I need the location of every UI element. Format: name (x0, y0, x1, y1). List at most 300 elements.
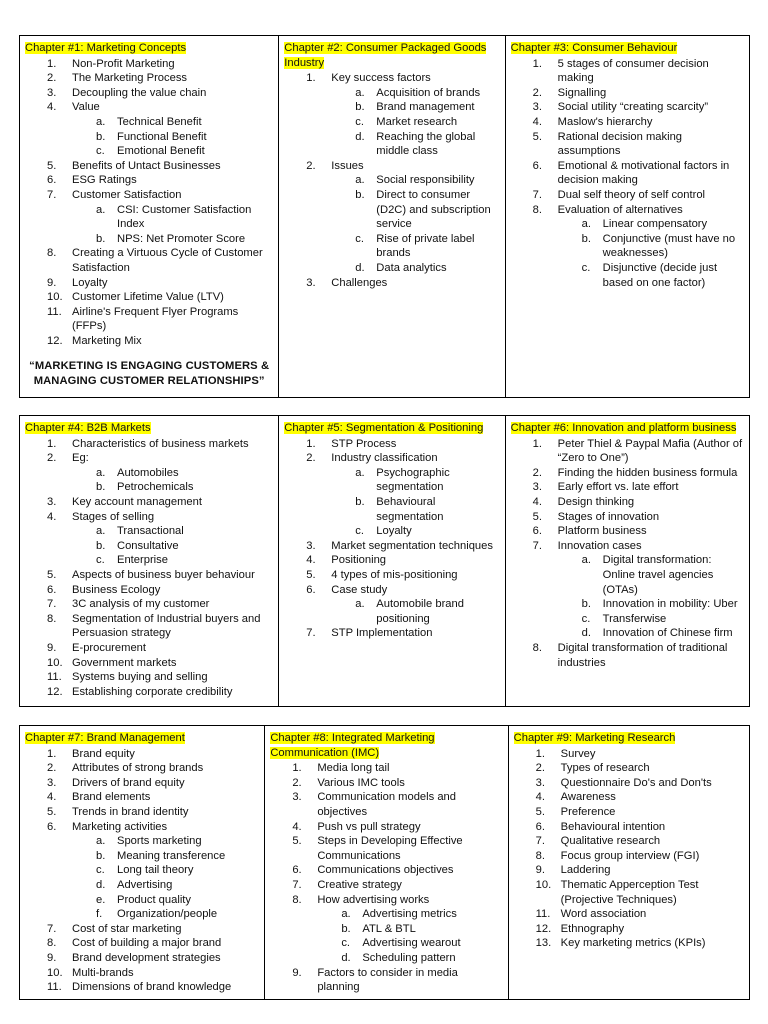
item-number: 10. (47, 966, 63, 979)
list-item (270, 863, 502, 878)
list-item (25, 776, 259, 791)
sub-item-text: Automobile brand positioning (376, 598, 464, 625)
list-item (25, 71, 273, 86)
list-item (511, 115, 744, 130)
item-number: 8. (47, 247, 57, 260)
sub-item-text: Disjunctive (decide just based on one factor) (602, 261, 718, 289)
sub-item-letter: a. (341, 908, 351, 921)
item-text: Communications objectives (317, 864, 454, 877)
sub-item-text: Market research (376, 115, 458, 128)
sub-item-text: Acquisition of brands (376, 86, 481, 99)
sub-item-text: Innovation in mobility: Uber (602, 598, 738, 611)
topic-list (511, 57, 744, 291)
sub-item-text: Digital transformation: Online travel agencies (OTAs) (602, 554, 714, 596)
list-item (25, 495, 273, 510)
item-text: Decoupling the value chain (72, 86, 207, 99)
chapter-title (25, 41, 273, 56)
item-number: 1. (47, 437, 57, 450)
list-item (25, 597, 273, 612)
chapter-cell (278, 36, 504, 397)
item-number: 12. (535, 922, 552, 935)
item-number: 3. (306, 539, 316, 552)
item-text: Case study (331, 583, 388, 596)
list-item (25, 761, 259, 776)
item-text: Key marketing metrics (KPIs) (560, 937, 706, 950)
list-item (25, 305, 273, 334)
item-text: Innovation cases (557, 539, 642, 552)
sub-item-text: Petrochemicals (117, 481, 194, 494)
list-item (25, 188, 273, 203)
sub-item-letter: a. (96, 466, 106, 479)
sub-item-text: ATL & BTL (362, 922, 416, 935)
item-number: 12. (47, 334, 63, 347)
sub-list-item (270, 907, 502, 922)
list-item (270, 790, 502, 819)
item-text: Evaluation of alternatives (557, 203, 683, 216)
chapter-title-text: Chapter #1: Marketing Concepts (25, 42, 187, 54)
list-item (270, 820, 502, 835)
item-number: 8. (292, 893, 302, 906)
list-item (25, 805, 259, 820)
sub-list-item (284, 261, 499, 276)
sub-item-text: Enterprise (117, 554, 168, 567)
sub-list-item (270, 922, 502, 937)
sub-list-item (25, 834, 259, 849)
list-item (511, 466, 744, 481)
list-item (284, 437, 499, 452)
item-number: 6. (535, 820, 545, 833)
item-number: 2. (47, 72, 57, 85)
sub-item-text: NPS: Net Promoter Score (117, 232, 246, 245)
sub-item-text: Advertising wearout (362, 937, 461, 950)
list-item (511, 100, 744, 115)
list-item (511, 510, 744, 525)
item-text: Positioning (331, 554, 387, 567)
item-number: 6. (306, 583, 316, 596)
list-item (25, 100, 273, 115)
item-text: Creative strategy (317, 878, 402, 891)
item-text: Focus group interview (FGI) (560, 849, 700, 862)
item-text: Systems buying and selling (72, 671, 208, 684)
item-number: 2. (47, 452, 57, 465)
item-text: Platform business (557, 525, 647, 538)
sub-item-letter: b. (581, 598, 591, 611)
topic-list (270, 761, 502, 995)
table-row-1 (19, 35, 750, 398)
item-number: 2. (535, 762, 545, 775)
item-text: Thematic Apperception Test (Projective Techniques) (560, 878, 699, 906)
item-number: 4. (532, 495, 542, 508)
chapter-title (284, 421, 499, 436)
item-text: Trends in brand identity (72, 805, 189, 818)
item-text: Multi-brands (72, 966, 134, 979)
sub-item-letter: d. (355, 130, 365, 143)
list-item (25, 173, 273, 188)
list-item (25, 246, 273, 275)
item-text: Issues (331, 159, 364, 172)
sub-list-item (25, 480, 273, 495)
list-item (25, 568, 273, 583)
item-number: 7. (47, 188, 57, 201)
sub-item-letter: d. (355, 261, 365, 274)
list-item (511, 539, 744, 554)
sub-item-text: Rise of private label brands (376, 232, 475, 260)
list-item (284, 568, 499, 583)
item-number: 8. (47, 937, 57, 950)
item-number: 7. (47, 922, 57, 935)
list-item (511, 495, 744, 510)
sub-item-letter: b. (355, 188, 365, 201)
list-item (270, 776, 502, 791)
item-number: 5. (47, 568, 57, 581)
chapter-title-text: Chapter #4: B2B Markets (25, 422, 151, 434)
sub-list-item (25, 524, 273, 539)
item-text: Non-Profit Marketing (72, 57, 175, 70)
item-number: 1. (47, 57, 57, 70)
sub-item-letter: c. (355, 115, 364, 128)
chapter-cell (505, 416, 749, 706)
item-text: Marketing Mix (72, 334, 142, 347)
sub-list-item (284, 597, 499, 626)
list-item (25, 437, 273, 452)
sub-item-letter: d. (581, 627, 591, 640)
list-item (514, 936, 744, 951)
sub-item-letter: b. (355, 101, 365, 114)
item-number: 1. (535, 747, 545, 760)
item-number: 9. (292, 966, 302, 979)
table-row-3 (19, 725, 750, 1000)
item-text: Segmentation of Industrial buyers and Persuasion strategy (72, 612, 261, 640)
sub-list-item (25, 553, 273, 568)
sub-item-letter: a. (96, 525, 106, 538)
list-item (284, 626, 499, 641)
item-number: 6. (292, 864, 302, 877)
list-item (25, 86, 273, 101)
sub-list-item (25, 144, 273, 159)
list-item (511, 641, 744, 670)
item-number: 5. (306, 568, 316, 581)
list-item (514, 878, 744, 907)
sub-item-letter: b. (96, 539, 106, 552)
item-number: 2. (292, 776, 302, 789)
sub-list-item (25, 115, 273, 130)
item-text: Preference (560, 805, 616, 818)
item-text: Brand elements (72, 791, 151, 804)
sub-list-item (511, 612, 744, 627)
item-number: 6. (47, 174, 57, 187)
item-number: 10. (535, 878, 552, 891)
item-number: 3. (292, 791, 302, 804)
list-item (511, 188, 744, 203)
sub-item-letter: e. (96, 893, 106, 906)
item-number: 1. (532, 437, 542, 450)
sub-item-text: Automobiles (117, 466, 179, 479)
item-text: Key success factors (331, 72, 431, 85)
sub-list-item (284, 232, 499, 261)
item-number: 5. (535, 805, 545, 818)
list-item (514, 849, 744, 864)
chapter-cell (264, 726, 507, 999)
sub-item-text: Loyalty (376, 525, 412, 538)
item-text: Challenges (331, 276, 388, 289)
item-number: 3. (535, 776, 545, 789)
chapter-cell (278, 416, 504, 706)
sub-item-text: Direct to consumer (D2C) and subscription service (376, 188, 491, 231)
item-text: Stages of innovation (557, 510, 660, 523)
topic-list (25, 437, 273, 700)
sub-item-letter: a. (355, 598, 365, 611)
chapter-title (25, 421, 273, 436)
item-number: 2. (532, 86, 542, 99)
item-number: 4. (292, 820, 302, 833)
item-text: Design thinking (557, 495, 635, 508)
sub-item-letter: a. (96, 835, 106, 848)
list-item (284, 159, 499, 174)
list-item (25, 656, 273, 671)
sub-item-letter: a. (355, 86, 365, 99)
item-number: 2. (47, 762, 57, 775)
list-item (25, 747, 259, 762)
item-number: 1. (47, 747, 57, 760)
item-number: 8. (535, 849, 545, 862)
list-item (25, 936, 259, 951)
sub-item-letter: b. (96, 849, 106, 862)
item-text: Communication models and objectives (317, 791, 456, 818)
sub-item-letter: b. (96, 232, 106, 245)
item-text: Types of research (560, 762, 650, 775)
sub-item-letter: b. (96, 130, 106, 143)
item-number: 4. (532, 115, 542, 128)
sub-item-text: Behavioural segmentation (376, 495, 444, 523)
item-number: 2. (306, 452, 316, 465)
sub-item-letter: c. (355, 525, 364, 538)
sub-item-text: Long tail theory (117, 864, 194, 877)
sub-list-item (284, 100, 499, 115)
item-number: 11. (47, 671, 62, 684)
list-item (270, 761, 502, 776)
list-item (25, 290, 273, 305)
list-item (514, 922, 744, 937)
item-text: Dimensions of brand knowledge (72, 981, 232, 994)
sub-list-item (284, 524, 499, 539)
sub-item-letter: b. (355, 495, 365, 508)
item-text: Marketing activities (72, 820, 168, 833)
sub-list-item (25, 849, 259, 864)
chapter-title-text: Chapter #2: Consumer Packaged Goods Industry (284, 42, 487, 69)
list-item (25, 820, 259, 835)
sub-list-item (25, 878, 259, 893)
sub-list-item (284, 495, 499, 524)
item-number: 10. (47, 291, 63, 304)
list-item (284, 583, 499, 598)
topic-list (284, 437, 499, 641)
sub-item-text: Psychographic segmentation (376, 466, 450, 494)
item-number: 11. (535, 908, 551, 921)
item-number: 12. (47, 685, 63, 698)
item-number: 6. (47, 583, 57, 596)
item-number: 3. (306, 276, 316, 289)
item-number: 1. (532, 57, 542, 70)
item-number: 1. (306, 72, 316, 85)
chapter-cell (20, 36, 278, 397)
item-number: 5. (47, 805, 57, 818)
item-text: Customer Satisfaction (72, 188, 182, 201)
list-item (511, 524, 744, 539)
marketing-quote: “MARKETING IS ENGAGING CUSTOMERS & MANAGING CUSTOMER RELATIONSHIPS” (29, 360, 270, 388)
list-item (511, 130, 744, 159)
sub-item-letter: c. (96, 864, 105, 877)
sub-item-letter: a. (581, 554, 591, 567)
item-text: Questionnaire Do's and Don'ts (560, 776, 712, 789)
item-text: STP Implementation (331, 627, 433, 640)
item-number: 9. (535, 864, 545, 877)
sub-list-item (284, 188, 499, 232)
sub-item-text: Emotional Benefit (117, 145, 205, 158)
sub-item-text: Organization/people (117, 908, 218, 921)
item-number: 10. (47, 656, 63, 669)
item-number: 7. (47, 598, 57, 611)
chapter-title-text: Chapter #8: Integrated Marketing Communication (IMC) (270, 732, 435, 759)
list-item (514, 820, 744, 835)
sub-item-letter: c. (581, 261, 591, 274)
list-item (511, 480, 744, 495)
list-item (25, 159, 273, 174)
list-item (25, 334, 273, 349)
list-item (25, 641, 273, 656)
item-number: 9. (47, 276, 57, 289)
sub-list-item (284, 86, 499, 101)
list-item (284, 553, 499, 568)
sub-item-letter: a. (355, 174, 365, 187)
item-text: Word association (560, 908, 647, 921)
list-item (25, 451, 273, 466)
item-text: Emotional & motivational factors in decision making (557, 159, 730, 187)
sub-list-item (25, 466, 273, 481)
item-number: 9. (47, 951, 57, 964)
item-number: 7. (532, 188, 542, 201)
item-text: Market segmentation techniques (331, 539, 493, 552)
item-text: Early effort vs. late effort (557, 481, 679, 494)
sub-item-text: Conjunctive (must have no weaknesses) (602, 232, 736, 260)
chapter-cell (505, 36, 749, 397)
sub-list-item (25, 863, 259, 878)
sub-item-text: Innovation of Chinese firm (602, 627, 733, 640)
item-text: Eg: (72, 452, 89, 465)
list-item (511, 437, 744, 466)
list-item (270, 878, 502, 893)
item-number: 3. (47, 776, 57, 789)
item-text: 4 types of mis-positioning (331, 568, 458, 581)
topic-list (25, 747, 259, 995)
item-number: 7. (292, 878, 302, 891)
item-text: Survey (560, 747, 596, 760)
list-item (284, 539, 499, 554)
table-row-2 (19, 415, 750, 707)
list-item (270, 834, 502, 863)
item-text: Media long tail (317, 762, 390, 775)
item-text: Key account management (72, 495, 202, 508)
topic-list (25, 57, 273, 349)
sub-list-item (25, 539, 273, 554)
list-item (514, 863, 744, 878)
sub-item-text: Reaching the global middle class (376, 130, 476, 158)
sub-list-item (284, 115, 499, 130)
item-number: 7. (306, 627, 316, 640)
item-number: 8. (532, 203, 542, 216)
item-text: Steps in Developing Effective Communications (317, 835, 463, 862)
sub-item-text: Transactional (117, 525, 184, 538)
item-text: Characteristics of business markets (72, 437, 249, 450)
item-text: Loyalty (72, 276, 108, 289)
sub-list-item (25, 232, 273, 247)
item-number: 6. (532, 159, 542, 172)
topic-list (514, 747, 744, 951)
chapter-title-text: Chapter #5: Segmentation & Positioning (284, 422, 484, 434)
item-text: Ethnography (560, 922, 625, 935)
sub-list-item (511, 626, 744, 641)
item-text: Social utility “creating scarcity” (557, 101, 709, 114)
chapter-cell (20, 726, 264, 999)
chapter-cell (20, 416, 278, 706)
item-text: Finding the hidden business formula (557, 466, 738, 479)
sub-item-letter: c. (96, 145, 105, 158)
list-item (270, 966, 502, 995)
item-number: 9. (47, 641, 57, 654)
item-number: 5. (532, 130, 542, 143)
item-text: 3C analysis of my customer (72, 598, 210, 611)
sub-item-letter: a. (581, 218, 591, 231)
item-number: 4. (47, 510, 57, 523)
item-number: 7. (532, 539, 542, 552)
sub-item-letter: d. (341, 951, 351, 964)
item-number: 5. (532, 510, 542, 523)
sub-item-text: Advertising metrics (362, 908, 457, 921)
item-text: Airline's Frequent Flyer Programs (FFPs) (72, 305, 239, 333)
item-text: Drivers of brand equity (72, 776, 185, 789)
chapter-title (514, 731, 744, 746)
sub-item-letter: d. (96, 878, 106, 891)
list-item (25, 951, 259, 966)
item-number: 2. (306, 159, 316, 172)
chapter-title-text: Chapter #3: Consumer Behaviour (510, 42, 678, 54)
item-text: Establishing corporate credibility (72, 685, 233, 698)
chapter-title (511, 421, 744, 436)
chapter-title-text: Chapter #7: Brand Management (25, 732, 185, 744)
list-item (25, 670, 273, 685)
item-number: 3. (47, 86, 57, 99)
item-number: 8. (532, 641, 542, 654)
sub-list-item (284, 173, 499, 188)
list-item (511, 159, 744, 188)
sub-item-letter: f. (96, 908, 103, 921)
item-number: 1. (306, 437, 316, 450)
sub-item-letter: b. (96, 481, 106, 494)
item-text: Signalling (557, 86, 607, 99)
list-item (511, 86, 744, 101)
sub-list-item (270, 951, 502, 966)
list-item (514, 776, 744, 791)
item-text: Industry classification (331, 452, 438, 465)
sub-item-letter: a. (96, 115, 106, 128)
item-number: 11. (47, 305, 62, 318)
list-item (514, 790, 744, 805)
item-text: Value (72, 101, 100, 114)
item-text: Cost of star marketing (72, 922, 182, 935)
sub-item-text: Data analytics (376, 261, 447, 274)
item-text: Benefits of Untact Businesses (72, 159, 221, 172)
list-item (514, 907, 744, 922)
sub-list-item (511, 597, 744, 612)
